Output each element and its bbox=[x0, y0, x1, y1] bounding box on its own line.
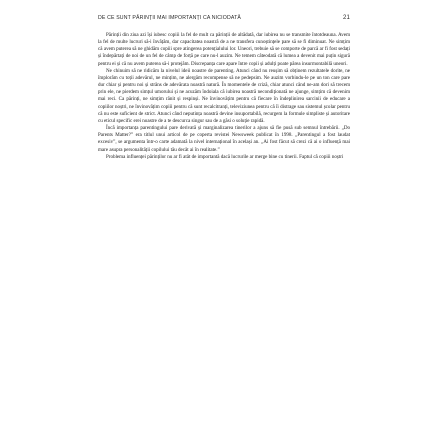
paragraph: Ne chinuim să ne ridicăm la nivelul ideii noastre de parenting. Atunci când nu reușim să obținem rezultatele dorite, ne împlorăm cu toții adevărul, ne mințim, ne alergăm recompense să ne pedepsim. Ne auzim vorbindu-le pe un ton care pare dur chiar și pentru noi și strâns de adevărata noastră natură. În momentele de criză, chiar atunci când ne-am dori să trecem prin ele, ne pierdem simțul umorului și ne acuzăm îndoiala că iubirea noastră necondiționată ne ajunge, simțim că devenim mai reci. Ca părinți, ne simțim rănit și respinși. Ne învinovățim pentru că fiecare în îndeplinirea sarcinii de educare a copiilor noștri, ne învinovățim copiii pentru că sunt recalcitranți, televiziunea pentru că îi distrage sau sistemul școlar pentru că nu este suficient de strict. Atunci când neputința noastră devine insuportabilă, recurgem la formule simpliste și autoritare cu eticul specific erei noastre de a te descurca singur sau de a găsi o soluție rapidă. bbox=[98, 67, 350, 124]
body-text bbox=[98, 32, 350, 442]
paragraph: Problema influenței părinților nu ar fi atât de importantă dacă lucrurile ar merge bine cu tinerii. Faptul că copiii noștri bbox=[106, 153, 344, 160]
running-header bbox=[98, 15, 350, 27]
paragraph: Încă importanța parentingului pare derivată și marginalizarea tinerilor a ajuns să fie pusă sub semnul întrebării. „Do Parents Matter?” era titlul unui articol de pe coperta revistei Newsweek publicat în 1998. „Parentingul a fost laudat excesiv”, se argumenta într-o carte adamată la nivel internațional în același an. „Ai fost făcut să crezi că ai o influență mai mare asupra personalității copilului tău decât ai în realitate.” bbox=[98, 125, 350, 153]
page-number: 21 bbox=[343, 15, 350, 21]
paragraph: Părinții din ziua azi își iubesc copiii la fel de mult ca părinții de altădată, dar iubirea nu se transmite întotdeauna. Avem la fel de multe lucruri să-i învățăm, dar capacitatea noastră de a ne transfera cunoștințele pare să se fi diminuat. Ne simțim că avem puterea să ne ghidăm copiii spre atingerea potențialului lor. Uneori, trebuie să se comporte de parcă ar fi fost sedați și îndepărtați de noi de un fel de câmp de forță pe care nu-l auzim. Ne temem câteodată că lumea a devenit mai puțin sigură pentru ei și că nu avem puterea să-i protejăm. Discrepanța care apare între copii și adulți poate părea insurmontabilă uneori. bbox=[98, 32, 350, 67]
chapter-title: DE CE SUNT PĂRINȚII MAI IMPORTANȚI CA NICIODATĂ bbox=[98, 15, 241, 21]
